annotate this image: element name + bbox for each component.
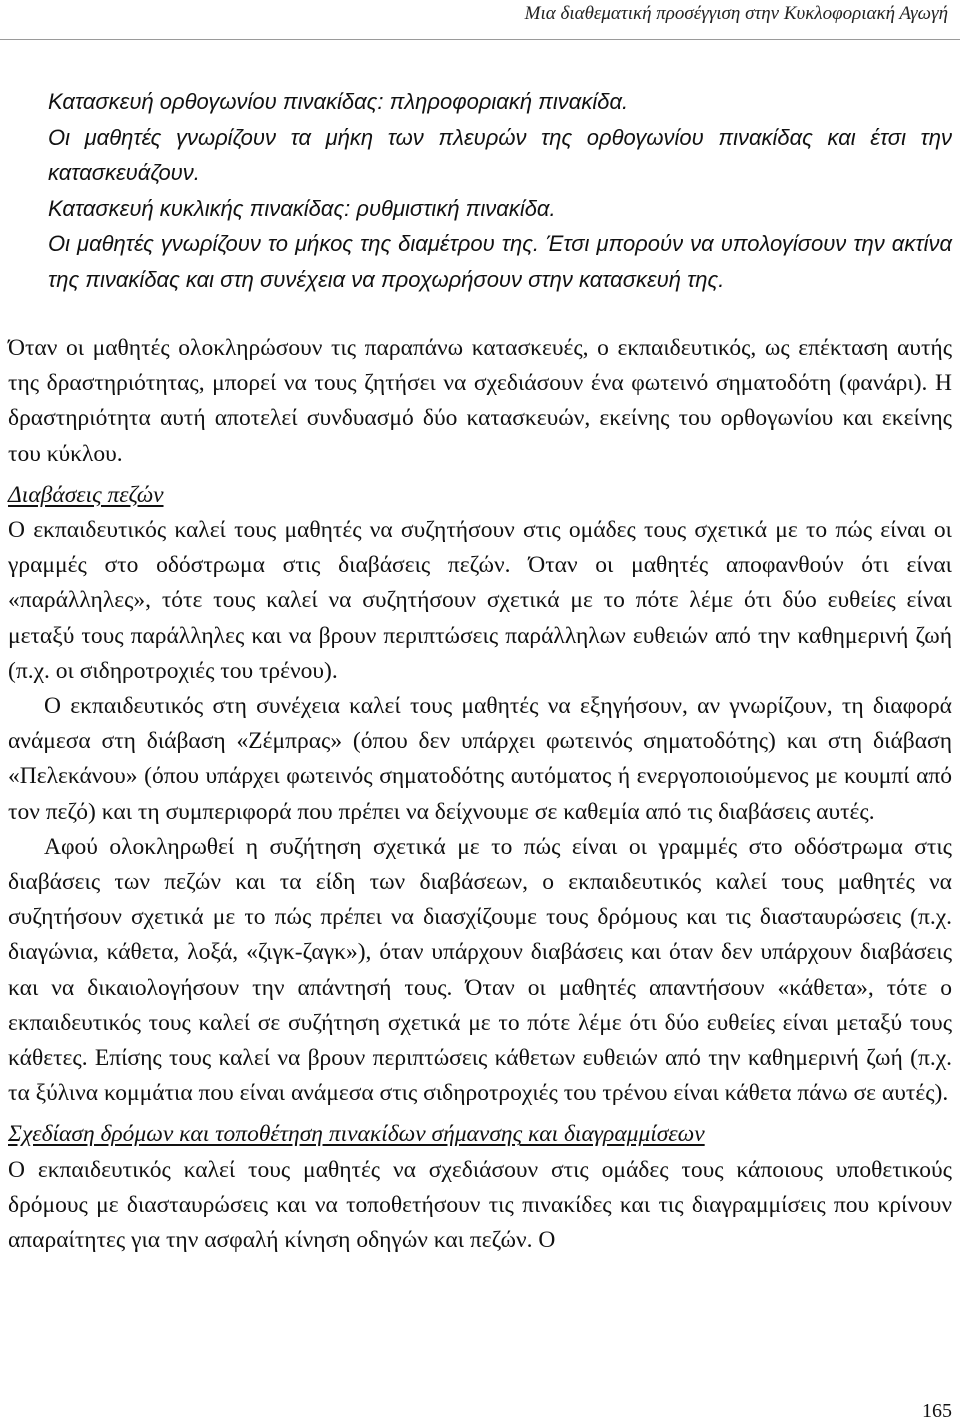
section-heading-crossings: Διαβάσεις πεζών — [8, 481, 164, 508]
page-number: 165 — [922, 1400, 952, 1422]
paragraph-parallel-lines: Ο εκπαιδευτικός καλεί τους μαθητές να συζητήσουν στις ομάδες τους σχετικά με το πώς είναι οι γραμμές στο οδόστρωμα στις διαβάσεις πεζών. Όταν οι μαθητές αποφανθούν ότι είναι «παράλληλες», τότε τους καλεί να συζητήσουν σχετικά με το πότε λέμε ότι δύο ευθείες είναι μεταξύ τους παράλληλες και να βρουν περιπτώσεις παράλληλων ευθειών από την καθημερινή ζωή (π.χ. οι σιδηροτροχιές του τρένου). — [8, 517, 952, 684]
running-header: Μια διαθεματική προσέγγιση στην Κυκλοφοριακή Αγωγή — [524, 3, 948, 24]
paragraph-perpendicular-lines: Αφού ολοκληρωθεί η συζήτηση σχετικά με το πώς είναι οι γραμμές στο οδόστρωμα στις διαβάσεις των πεζών και τα είδη των διαβάσεων, ο εκπαιδευτικός καλεί τους μαθητές να συζητήσουν σχετικά με το πώς πρέπει να διασχίζουμε τους δρόμους και τις διασταυρώσεις (π.χ. διαγώνια, κάθετα, λοξά, «ζιγκ-ζαγκ»), όταν υπάρχουν διαβάσεις και όταν δεν υπάρχουν διαβάσεις και να δικαιολογήσουν την απάντησή τους. Όταν οι μαθητές απαντήσουν «κάθετα», τότε ο εκπαιδευτικός τους καλεί σε συζήτηση σχετικά με το πότε λέμε ότι δύο ευθείες είναι μεταξύ τους κάθετες. Επίσης τους καλεί να βρουν περιπτώσεις κάθετων ευθειών από την καθημερινή ζωή (π.χ. τα ξύλινα κομμάτια που είναι ανάμεσα στις σιδηροτροχιές του τρένου είναι κάθετα πάνω σε αυτές). — [8, 833, 952, 1107]
paragraph-crossing-types: Ο εκπαιδευτικός στη συνέχεια καλεί τους μαθητές να εξηγήσουν, αν γνωρίζουν, τη διαφορά ανάμεσα στη διάβαση «Ζέμπρας» (όπου δεν υπάρχει φωτεινός σηματοδότης) και στη διάβαση «Πελεκάνου» (όπου υπάρχει φωτεινός σηματοδότης αυτόματος ή ενεργοποιούμενος με κουμπί από τον πεζό) και τη συμπεριφορά που πρέπει να δείχνουμε σε καθεμία από τις διαβάσεις αυτές. — [8, 693, 952, 825]
circle-sign-title: Κατασκευή κυκλικής πινακίδας: ρυθμιστική πινακίδα. — [48, 195, 556, 221]
construction-notes — [48, 84, 952, 297]
paragraph-traffic-light: Όταν οι μαθητές ολοκληρώσουν τις παραπάνω κατασκευές, ο εκπαιδευτικός, ως επέκταση αυτής της δραστηριότητας, μπορεί να τους ζητήσει να σχεδιάσουν ένα φωτεινό σηματοδότη (φανάρι). Η δραστηριότητα αυτή αποτελεί συνδυασμό δύο κατασκευών, εκείνης του ορθογωνίου και εκείνης του κύκλου. — [8, 335, 952, 467]
rect-sign-text: Οι μαθητές γνωρίζουν τα μήκη των πλευρών της ορθογωνίου πινακίδας και έτσι την κατασκευάζουν. — [48, 124, 952, 185]
rect-sign-title: Κατασκευή ορθογωνίου πινακίδας: πληροφοριακή πινακίδα. — [48, 89, 629, 114]
section-heading-road-design: Σχεδίαση δρόμων και τοποθέτηση πινακίδων σήμανσης και διαγραμμίσεων — [8, 1121, 705, 1148]
paragraph-road-design: Ο εκπαιδευτικός καλεί τους μαθητές να σχεδιάσουν στις ομάδες τους κάποιους υποθετικούς δρόμους με διασταυρώσεις και να τοποθετήσουν τις πινακίδες και τις διαγραμμίσεις που κρίνουν απαραίτητες για την ασφαλή κίνηση οδηγών και πεζών. Ο — [8, 1156, 952, 1254]
circle-sign-text: Οι μαθητές γνωρίζουν το μήκος της διαμέτρου της. Έτσι μπορούν να υπολογίσουν την ακτίνα της πινακίδας και στη συνέχεια να προχωρήσουν στην κατασκευή της. — [48, 231, 952, 292]
main-text — [8, 331, 952, 1258]
header-divider — [0, 39, 960, 40]
